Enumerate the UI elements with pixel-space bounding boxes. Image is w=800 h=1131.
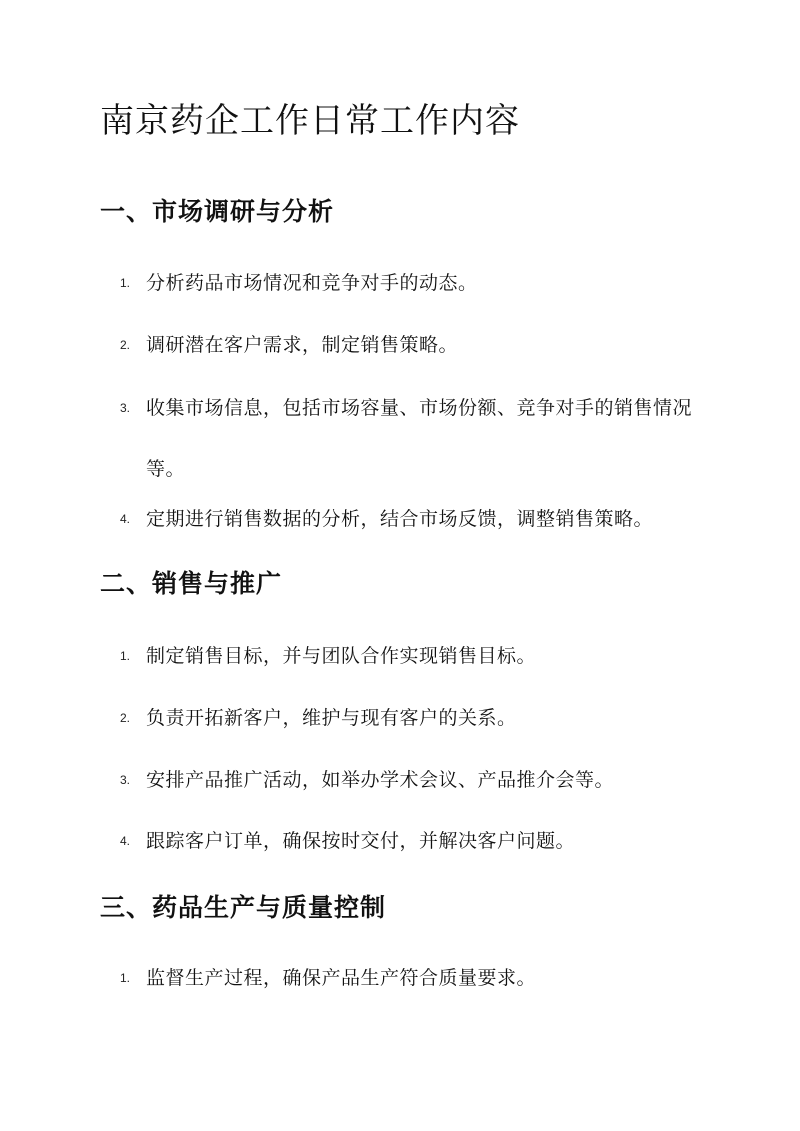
list-item-number: 1. bbox=[120, 649, 131, 663]
list-item bbox=[120, 688, 700, 749]
section-heading-market-research: 一、市场调研与分析 bbox=[100, 197, 335, 226]
list-item-number: 4. bbox=[120, 834, 131, 848]
list-item bbox=[120, 750, 700, 811]
list-item-number: 3. bbox=[120, 773, 131, 787]
list-item bbox=[120, 253, 700, 314]
list-item bbox=[120, 811, 700, 872]
list-item-text: 分析药品市场情况和竞争对手的动态。 bbox=[146, 272, 478, 294]
list-item-text: 制定销售目标，并与团队合作实现销售目标。 bbox=[146, 645, 537, 667]
list-item bbox=[120, 378, 700, 500]
document-title: 南京药企工作日常工作内容 bbox=[100, 101, 520, 141]
list-item bbox=[120, 626, 700, 687]
list-item bbox=[120, 948, 700, 1009]
list-item-text: 调研潜在客户需求，制定销售策略。 bbox=[146, 334, 459, 356]
list-item-number: 1. bbox=[120, 276, 131, 290]
list-item-number: 3. bbox=[120, 401, 131, 415]
list-item-number: 4. bbox=[120, 512, 131, 526]
section-heading-sales-promotion: 二、销售与推广 bbox=[100, 569, 283, 598]
list-item-text: 安排产品推广活动，如举办学术会议、产品推介会等。 bbox=[146, 769, 615, 791]
list-item-text: 跟踪客户订单，确保按时交付，并解决客户问题。 bbox=[146, 830, 576, 852]
section-heading-production-quality: 三、药品生产与质量控制 bbox=[100, 893, 387, 922]
list-item-number: 2. bbox=[120, 711, 131, 725]
list-item bbox=[120, 489, 700, 550]
list-item-text: 负责开拓新客户，维护与现有客户的关系。 bbox=[146, 707, 517, 729]
list-item-text: 收集市场信息，包括市场容量、市场份额、竞争对手的销售情况等。 bbox=[146, 397, 693, 480]
list-item-text: 监督生产过程，确保产品生产符合质量要求。 bbox=[146, 967, 537, 989]
list-item-number: 1. bbox=[120, 971, 131, 985]
list-item-text: 定期进行销售数据的分析，结合市场反馈，调整销售策略。 bbox=[146, 508, 654, 530]
list-item bbox=[120, 315, 700, 376]
list-item-number: 2. bbox=[120, 338, 131, 352]
